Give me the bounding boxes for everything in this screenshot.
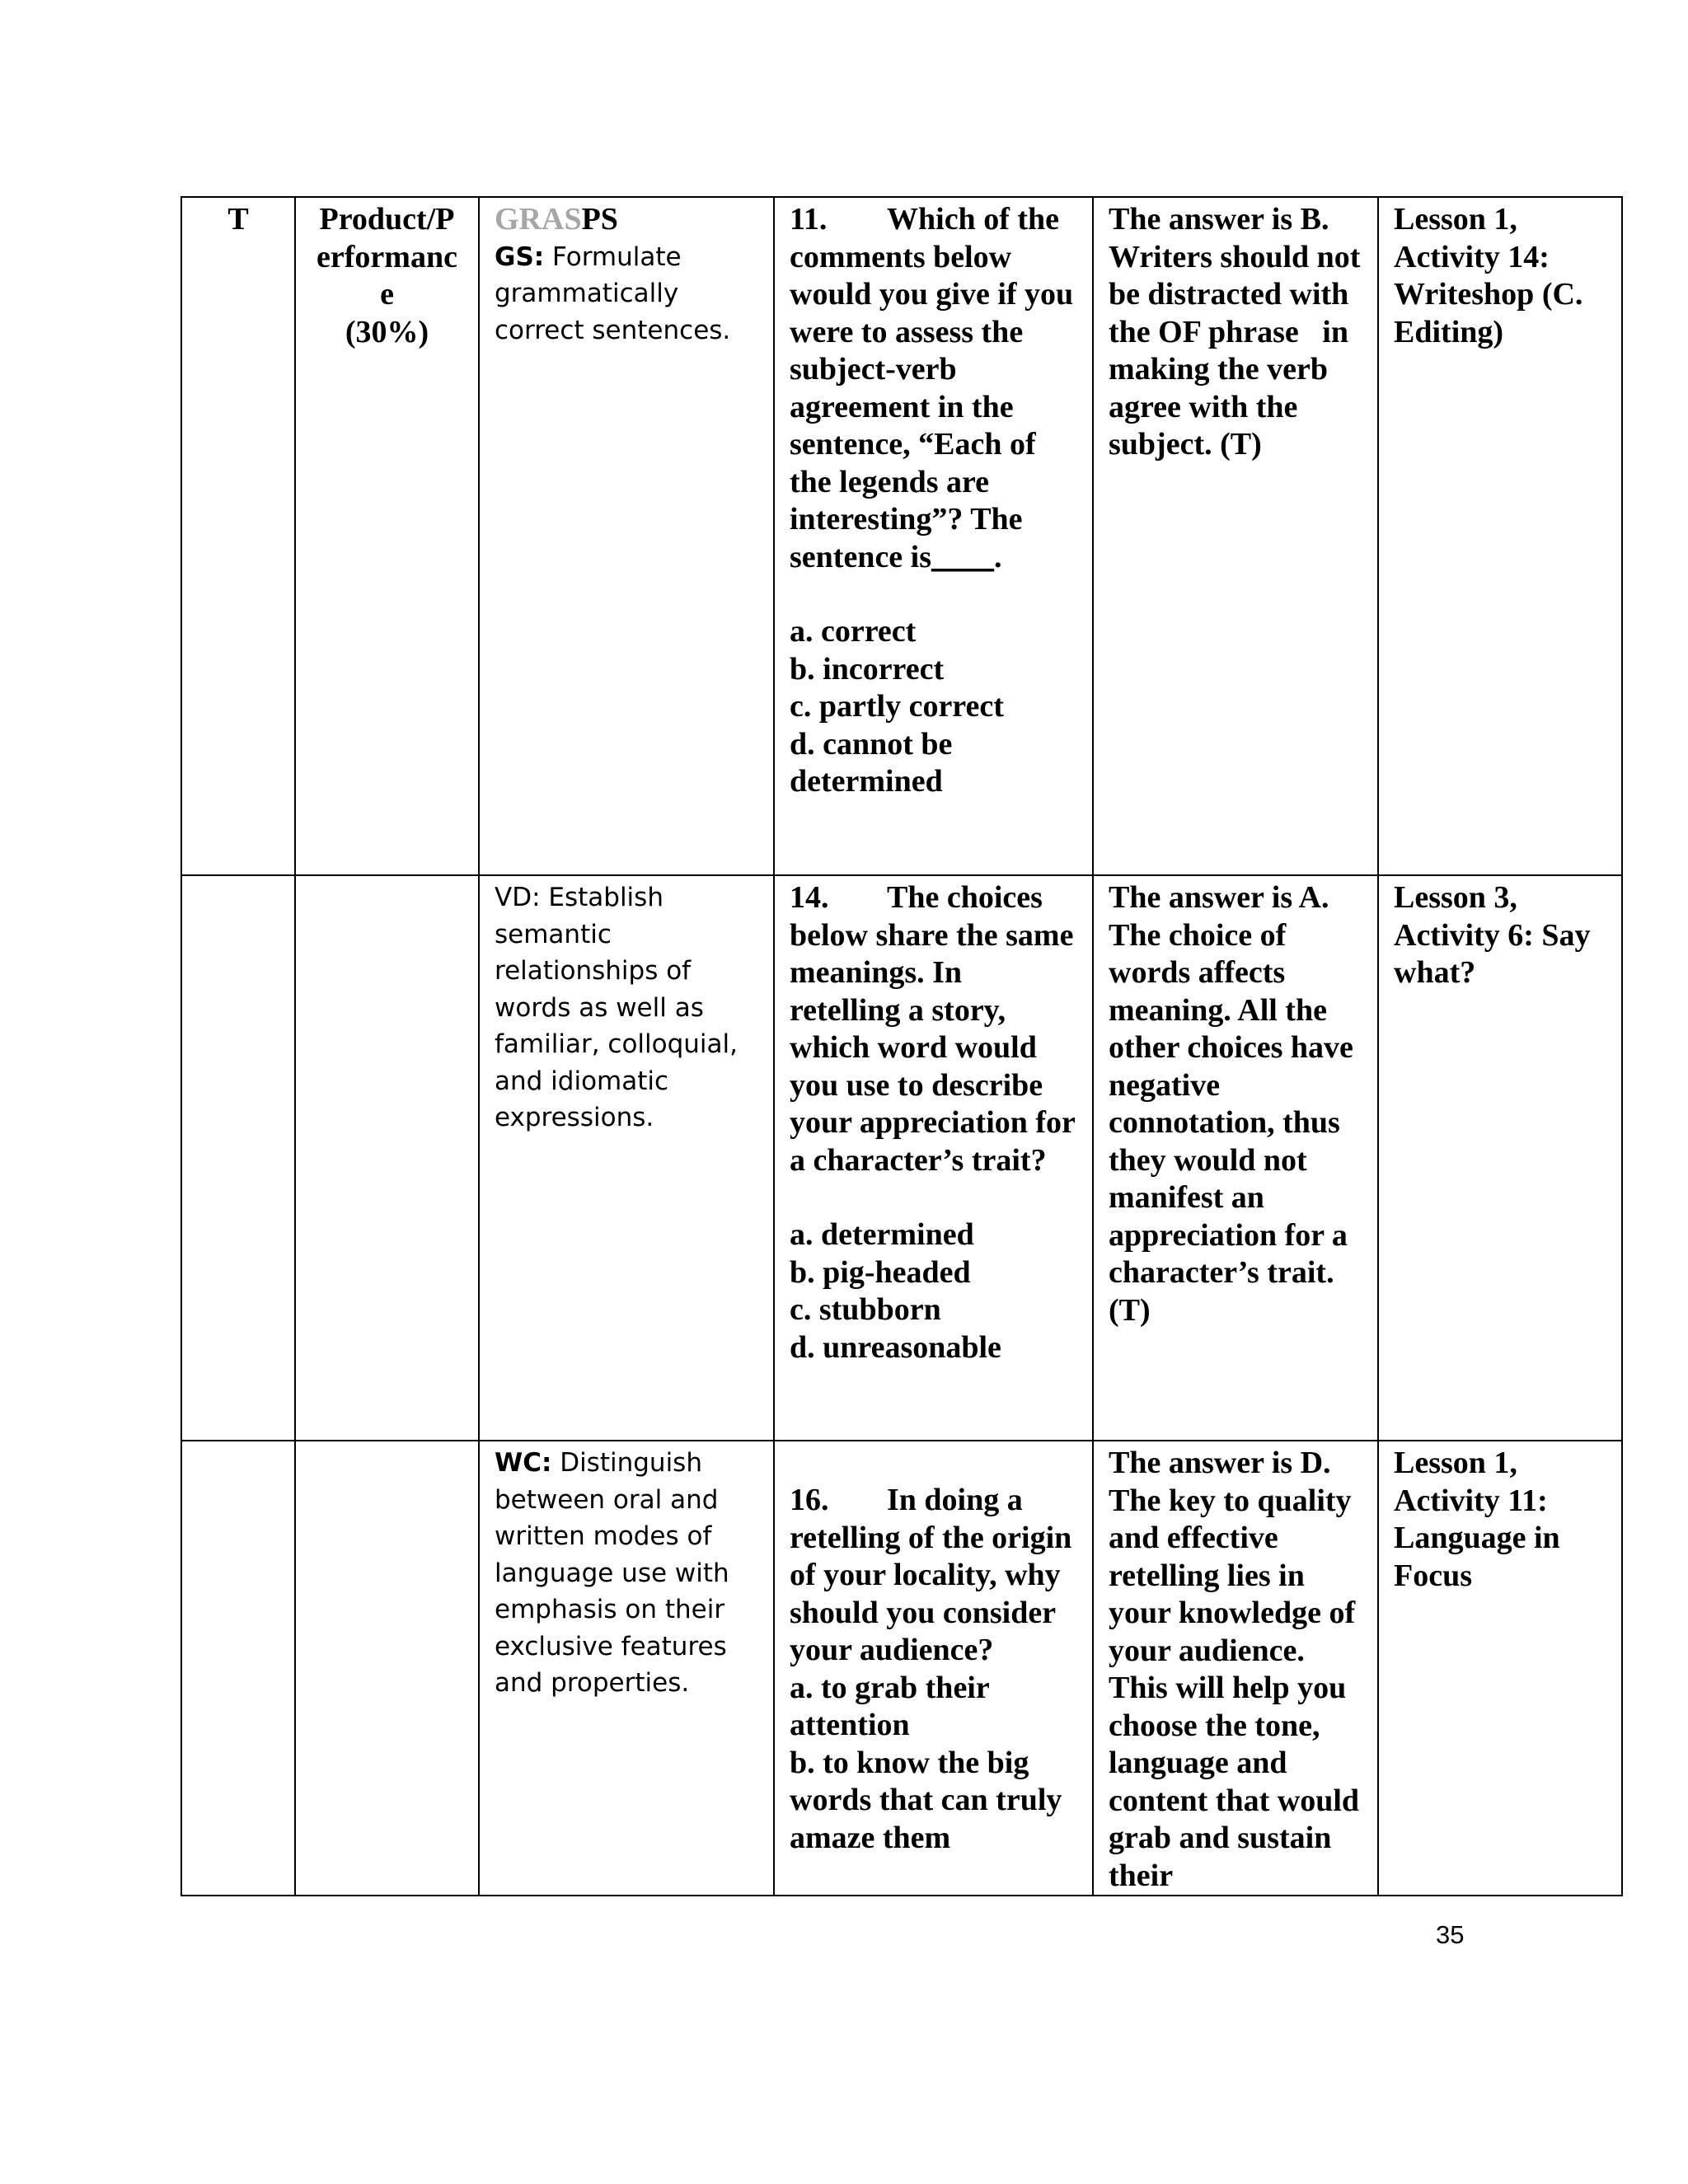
category-cell (295, 1441, 479, 1896)
question-text: The choices below share the same meanings. In retelling a story, which word would you use to describe your appreciation for a character’s trait? (790, 880, 1076, 1178)
option-a: a. determined (790, 1217, 974, 1252)
option-d: d. cannot be determined (790, 726, 953, 799)
answer-text: The answer is A. The choice of words affects meaning. All the other choices have negative connotation, thus they would not manifest an appreciation for a character’s trait. (T) (1109, 880, 1353, 1328)
question-cell (774, 875, 1093, 1441)
standard-text: VD: Establish semantic relationships of words as well as familiar, colloquial, and idiomatic expressions. (495, 883, 738, 1132)
reference-cell (1378, 197, 1622, 875)
reference-cell (1378, 1441, 1622, 1896)
category-line-3: e (380, 277, 394, 312)
option-c: c. partly correct (790, 689, 1004, 724)
type-code: T (227, 202, 249, 237)
standard-body: Formulate grammatically correct sentences. (495, 241, 731, 345)
category-weight: (30%) (345, 314, 429, 349)
type-cell (181, 1441, 295, 1896)
page-number: 35 (1436, 1920, 1465, 1949)
standard-text (495, 239, 758, 349)
standard-text (495, 1445, 758, 1702)
category-line-1: Product/P (319, 202, 455, 237)
question (790, 201, 1077, 576)
table-row (181, 1441, 1622, 1896)
option-b: b. incorrect (790, 651, 945, 687)
option-c: c. stubborn (790, 1292, 941, 1327)
reference-cell (1378, 875, 1622, 1441)
standard-cell (479, 1441, 774, 1896)
option-a: a. correct (790, 614, 917, 649)
category-line-2: erformanc (316, 239, 457, 274)
standard-label: GS: (495, 241, 545, 272)
question-end: . (994, 539, 1002, 574)
answer-cell (1093, 875, 1378, 1441)
question-number: 11. (790, 202, 828, 237)
question (790, 1482, 1077, 1670)
question-number: 14. (790, 880, 829, 915)
answer-text: The answer is D. The key to quality and effective retelling lies in your knowledge of your audience. This will help you choose the tone, language and content that would grab and sustain their (1109, 1446, 1360, 1893)
table-row (181, 197, 1622, 875)
reference-text: Lesson 1, Activity 11: Language in Focus (1394, 1446, 1560, 1593)
type-cell (181, 197, 295, 875)
option-d: d. unreasonable (790, 1329, 1001, 1365)
standard-body: Distinguish between oral and written modes of language use with emphasis on their exclusive features and properties. (495, 1448, 729, 1698)
type-cell (181, 875, 295, 1441)
standard-cell (479, 197, 774, 875)
table-row (181, 875, 1622, 1441)
question (790, 879, 1077, 1179)
option-b: b. pig-headed (790, 1254, 971, 1290)
question-text: In doing a retelling of the origin of your locality, why should you consider your audience? (790, 1483, 1072, 1667)
category-cell (295, 875, 479, 1441)
question-text: Which of the comments below would you give if you were to assess the subject-verb agreement in the sentence, “Each of the legends are interesting”? The sentence is (790, 202, 1074, 574)
reference-text: Lesson 1, Activity 14: Writeshop (C. Editing) (1394, 202, 1583, 349)
answer-text: The answer is B. Writers should not be distracted with the OF phrase in making the verb agree with the subject. (T) (1109, 202, 1368, 462)
question-cell (774, 197, 1093, 875)
grasps-heading-black: PS (581, 202, 618, 237)
assessment-table (181, 196, 1623, 1896)
question-number: 16. (790, 1483, 829, 1517)
grasps-heading-grey: GRAS (495, 202, 582, 237)
grasps-heading (495, 201, 758, 239)
answer-cell (1093, 1441, 1378, 1896)
standard-cell (479, 875, 774, 1441)
standard-label: WC: (495, 1448, 552, 1478)
question-cell (774, 1441, 1093, 1896)
option-a: a. to grab their attention (790, 1670, 990, 1742)
reference-text: Lesson 3, Activity 6: Say what? (1394, 880, 1591, 990)
category-cell (295, 197, 479, 875)
option-b: b. to know the big words that can truly amaze them (790, 1745, 1062, 1855)
question-blank: ____ (931, 539, 995, 574)
answer-cell (1093, 197, 1378, 875)
